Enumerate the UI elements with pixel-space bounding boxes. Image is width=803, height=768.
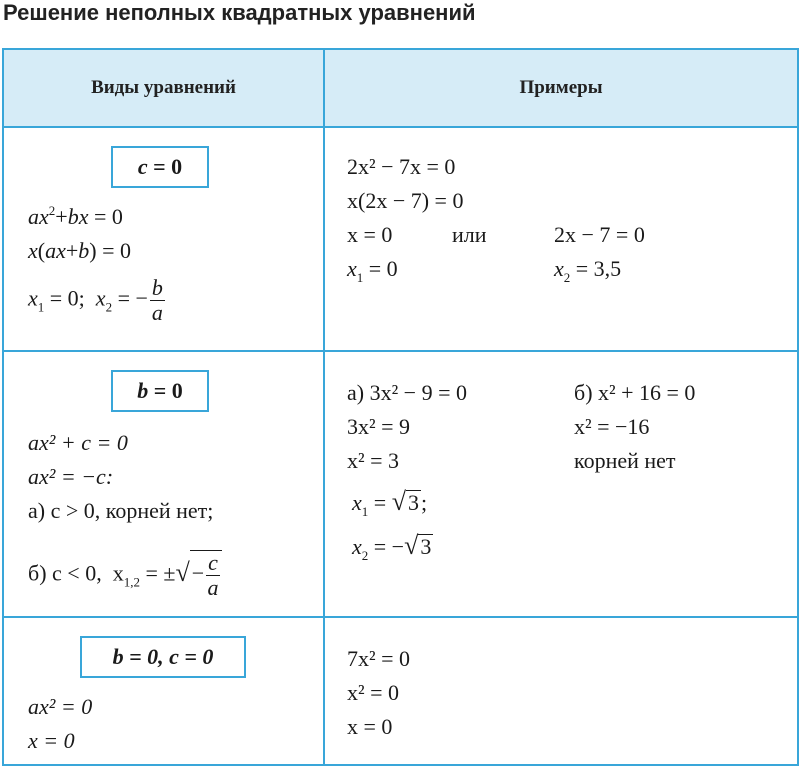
left-line: x(ax+b) = 0: [28, 238, 132, 263]
condition-box-b-c-zero: b = 0, c = 0: [80, 636, 246, 678]
left-line: ax² = −c:: [28, 464, 114, 489]
condition-variable: b: [137, 378, 149, 403]
example-line: корней нет: [574, 448, 676, 473]
square-root: − $\frac{c}{a}$: [190, 550, 222, 600]
row-divider: [4, 350, 797, 352]
example-line: x(2x − 7) = 0: [347, 188, 464, 213]
row-divider: [4, 616, 797, 618]
left-line: $ax^2+bx = 0$: [28, 203, 123, 229]
condition-box-b-zero: [111, 370, 209, 412]
condition-relation: = 0: [148, 378, 183, 403]
example-line: 3x² = 9: [347, 414, 411, 439]
example-line: 7x² = 0: [347, 646, 411, 671]
left-line: ax² + c = 0: [28, 430, 128, 455]
left-line: ax² = 0: [28, 694, 93, 719]
column-divider: [323, 50, 325, 764]
example-line: x = 0: [347, 222, 393, 247]
example-root: $x_2 = 3,5$: [554, 256, 622, 285]
example-root: $x_1 = √3$;: [352, 487, 428, 519]
example-line: 2x − 7 = 0: [554, 222, 645, 247]
column-header-examples: Примеры: [519, 77, 603, 98]
example-line: б) x² + 16 = 0: [574, 380, 696, 405]
left-line-roots: б) c < 0, $x_{1,2}$ = ±√− $\frac{c}{a}$: [28, 550, 222, 600]
example-root: $x_1 = 0$: [347, 256, 398, 285]
example-line: x² = −16: [574, 414, 650, 439]
example-line: а) 3x² − 9 = 0: [347, 380, 468, 405]
equations-table: [2, 48, 799, 766]
condition-box-c-zero: [111, 146, 209, 188]
example-line: 2x² − 7x = 0: [347, 154, 456, 179]
row-divider: [4, 126, 797, 128]
left-line: x = 0: [28, 728, 75, 753]
fraction: $\frac{b}{a}$: [151, 275, 163, 325]
left-line: а) c > 0, корней нет;: [28, 498, 214, 523]
example-line: x = 0: [347, 714, 393, 739]
example-word-or: или: [452, 222, 487, 247]
example-line: x² = 0: [347, 680, 400, 705]
left-line-roots: $x_1 = 0$; $x_2$ = − $\frac{b}{a}$: [28, 275, 163, 325]
page-title: Решение неполных квадратных уравнений: [3, 0, 476, 25]
example-line: x² = 3: [347, 448, 400, 473]
condition-relation: = 0: [147, 154, 183, 179]
condition-variable: c: [137, 154, 148, 179]
example-root: $x_2 = -√3$: [352, 531, 432, 563]
column-header-types: Виды уравнений: [91, 77, 236, 98]
